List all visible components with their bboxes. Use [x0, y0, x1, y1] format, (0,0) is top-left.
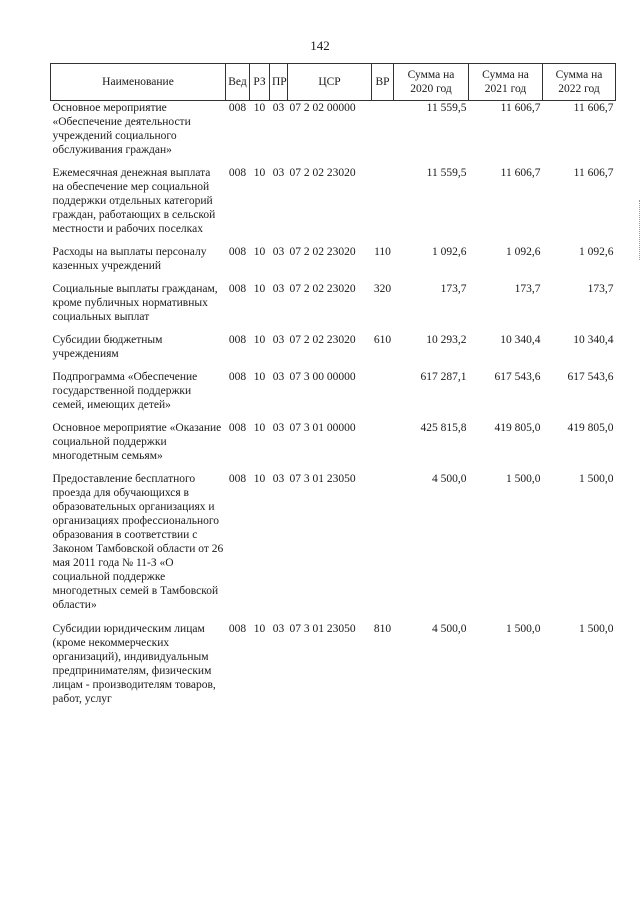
row-sum-2020: 617 287,1 [420, 371, 467, 384]
table-row [51, 421, 616, 472]
header-sum-2021: Сумма на 2021 год [469, 64, 543, 101]
row-ved: 008 [228, 283, 247, 296]
row-pr: 03 [272, 334, 285, 347]
row-name: Подпрограмма «Обеспечение государственной поддержки семей, имеющих детей» [52, 371, 198, 412]
row-csr: 07 3 01 00000 [289, 422, 356, 435]
table-row [51, 166, 616, 245]
row-sum-2020: 4 500,0 [432, 622, 467, 635]
row-vr [372, 421, 394, 472]
row-sum-2020: 1 092,6 [432, 246, 467, 259]
header-rz: РЗ [250, 64, 270, 101]
table-body [51, 101, 616, 715]
row-pr: 03 [272, 371, 285, 384]
row-name: Расходы на выплаты персоналу казенных учреждений [52, 246, 207, 273]
table-row [51, 472, 616, 621]
table-row [51, 282, 616, 333]
row-rz: 10 [253, 473, 266, 486]
row-rz: 10 [253, 283, 266, 296]
row-sum-2022: 617 543,6 [567, 371, 614, 384]
table-row [51, 333, 616, 370]
row-sum-2022: 173,7 [587, 283, 614, 296]
row-csr: 07 2 02 23020 [289, 246, 356, 259]
row-name: Субсидии бюджетным учреждениям [52, 334, 163, 361]
table-header [51, 64, 616, 101]
row-rz: 10 [253, 167, 266, 180]
row-sum-2021: 11 606,7 [500, 167, 541, 180]
row-sum-2021: 173,7 [514, 283, 541, 296]
row-csr: 07 2 02 23020 [289, 334, 356, 347]
row-sum-2021: 617 543,6 [494, 371, 541, 384]
row-ved: 008 [228, 473, 247, 486]
table-row [51, 101, 616, 167]
row-vr [372, 472, 394, 621]
scan-edge-mark [636, 200, 640, 260]
row-sum-2020: 173,7 [440, 283, 467, 296]
row-sum-2022: 1 092,6 [579, 246, 614, 259]
row-rz: 10 [253, 422, 266, 435]
row-csr: 07 2 02 00000 [289, 102, 356, 114]
row-ved: 008 [228, 334, 247, 347]
row-csr: 07 2 02 23020 [289, 167, 356, 180]
header-sum-2020: Сумма на 2020 год [394, 64, 469, 101]
row-sum-2022: 11 606,7 [573, 102, 614, 114]
row-sum-2021: 1 092,6 [506, 246, 541, 259]
row-sum-2021: 1 500,0 [506, 622, 541, 635]
row-rz: 10 [253, 102, 266, 114]
row-pr: 03 [272, 622, 285, 635]
row-sum-2020: 425 815,8 [420, 422, 467, 435]
row-name: Предоставление бесплатного проезда для обучающихся в образовательных организациях и организациях профессионального образования в соответствии с Законом Тамбовской области от 26 мая 2011 года № 11-З «О социальной поддержке многодетных семей в Тамбовской области» [52, 473, 224, 612]
row-sum-2021: 1 500,0 [506, 473, 541, 486]
table-row [51, 245, 616, 282]
row-ved: 008 [228, 622, 247, 635]
row-csr: 07 3 00 00000 [289, 371, 356, 384]
row-csr: 07 3 01 23050 [289, 622, 356, 635]
row-name: Основное мероприятие «Обеспечение деятельности учреждений социального обслуживания граждан» [52, 102, 191, 157]
table-row [51, 622, 616, 715]
row-vr: 110 [374, 246, 391, 259]
table-row [51, 370, 616, 421]
row-pr: 03 [272, 246, 285, 259]
header-name: Наименование [51, 64, 226, 101]
row-vr: 320 [373, 283, 392, 296]
header-ved: Вед [226, 64, 250, 101]
row-ved: 008 [228, 167, 247, 180]
row-name: Основное мероприятие «Оказание социальной поддержки многодетным семьям» [52, 422, 222, 463]
row-ved: 008 [228, 246, 247, 259]
row-sum-2021: 10 340,4 [500, 334, 541, 347]
row-pr: 03 [272, 473, 285, 486]
page-number: 142 [310, 38, 330, 53]
header-csr: ЦСР [288, 64, 372, 101]
row-rz: 10 [253, 622, 266, 635]
row-rz: 10 [253, 246, 266, 259]
row-sum-2022: 10 340,4 [573, 334, 614, 347]
row-sum-2021: 11 606,7 [500, 102, 541, 114]
budget-table [50, 63, 616, 715]
row-vr [372, 370, 394, 421]
row-sum-2020: 10 293,2 [426, 334, 467, 347]
header-pr: ПР [270, 64, 288, 101]
row-ved: 008 [228, 422, 247, 435]
header-vr: ВР [372, 64, 394, 101]
row-sum-2020: 11 559,5 [426, 167, 467, 180]
row-vr [372, 101, 394, 167]
row-ved: 008 [228, 371, 247, 384]
row-vr: 610 [373, 334, 392, 347]
row-sum-2020: 11 559,5 [426, 102, 467, 114]
row-pr: 03 [272, 167, 285, 180]
row-csr: 07 3 01 23050 [289, 473, 356, 486]
row-sum-2022: 419 805,0 [567, 422, 614, 435]
row-name: Ежемесячная денежная выплата на обеспечение мер социальной поддержки отдельных категорий граждан, работающих в сельской местности и рабочих поселках [52, 167, 216, 236]
row-pr: 03 [272, 283, 285, 296]
row-vr [372, 166, 394, 245]
row-sum-2022: 11 606,7 [573, 167, 614, 180]
row-pr: 03 [272, 102, 285, 114]
row-csr: 07 2 02 23020 [289, 283, 356, 296]
row-sum-2021: 419 805,0 [494, 422, 541, 435]
row-rz: 10 [253, 371, 266, 384]
row-sum-2022: 1 500,0 [579, 473, 614, 486]
row-rz: 10 [253, 334, 266, 347]
row-ved: 008 [228, 102, 247, 114]
row-sum-2022: 1 500,0 [579, 622, 614, 635]
row-vr: 810 [373, 622, 392, 635]
header-sum-2022: Сумма на 2022 год [543, 64, 616, 101]
row-pr: 03 [272, 422, 285, 435]
row-name: Субсидии юридическим лицам (кроме некоммерческих организаций), индивидуальным предпринимателям, физическим лицам - производителям товаров, работ, услуг [52, 622, 216, 705]
row-name: Социальные выплаты гражданам, кроме публичных нормативных социальных выплат [52, 283, 218, 324]
row-sum-2020: 4 500,0 [432, 473, 467, 486]
